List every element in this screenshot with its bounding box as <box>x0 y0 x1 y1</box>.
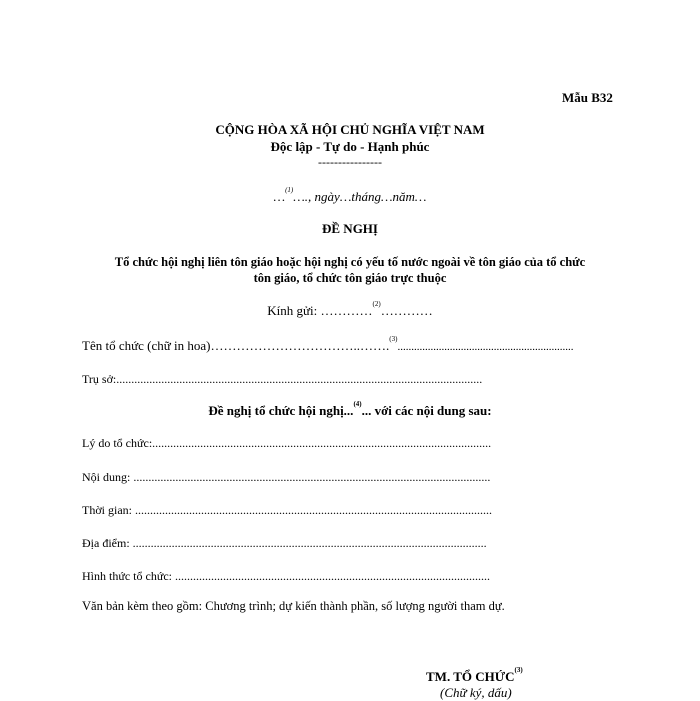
signature-note-marker: (3) <box>514 666 523 674</box>
attachments-line: Văn bản kèm theo gồm: Chương trình; dự kiến thành phần, số lượng người tham dự. <box>82 599 505 613</box>
date-note-marker: (1) <box>285 186 294 194</box>
location-field: Địa điểm: ...................................................................................................................... <box>82 536 487 550</box>
org-name-label: Tên tổ chức (chữ in hoa)……………………………..……. <box>82 338 390 353</box>
date-line <box>0 186 700 205</box>
header-separator: ---------------- <box>318 155 382 169</box>
proposal-note-marker: (4) <box>353 400 362 408</box>
proposal-suffix: ... với các nội dung sau: <box>361 403 492 418</box>
motto: Độc lập - Tự do - Hạnh phúc <box>270 139 430 154</box>
document-title: ĐỀ NGHỊ <box>322 221 378 236</box>
subject-line-2: tôn giáo, tổ chức tôn giáo trực thuộc <box>253 271 447 285</box>
signature-title-text: TM. TỔ CHỨC <box>426 669 515 684</box>
org-name-fill: ................................................................ <box>397 341 574 353</box>
form-code: Mẫu B32 <box>562 90 613 105</box>
recipient-fill: ………… <box>380 303 433 318</box>
date-prefix: … <box>273 189 286 204</box>
signature-title <box>426 666 523 685</box>
headquarters-line: Trụ sở:.......................................................................................................................... <box>82 372 483 386</box>
country-header: CỘNG HÒA XÃ HỘI CHỦ NGHĨA VIỆT NAM <box>215 122 485 137</box>
reason-field: Lý do tổ chức:................................................................................................................. <box>82 436 492 450</box>
date-text: …., ngày…tháng…năm… <box>293 189 427 204</box>
proposal-heading <box>0 400 700 419</box>
recipient-line <box>0 300 700 319</box>
time-field: Thời gian: ....................................................................................................................... <box>82 503 493 517</box>
recipient-note-marker: (2) <box>372 300 381 308</box>
org-name-line <box>82 335 574 355</box>
content-field: Nội dung: ....................................................................................................................... <box>82 470 491 484</box>
recipient-label: Kính gửi: ………… <box>267 303 373 318</box>
format-field: Hình thức tổ chức: ......................................................................................................... <box>82 569 490 583</box>
org-name-note-marker: (3) <box>389 335 398 343</box>
signature-hint: (Chữ ký, dấu) <box>440 685 512 700</box>
proposal-prefix: Đề nghị tổ chức hội nghị... <box>208 403 354 418</box>
subject-line-1: Tổ chức hội nghị liên tôn giáo hoặc hội nghị có yếu tố nước ngoài về tôn giáo của tổ chức <box>114 255 586 269</box>
